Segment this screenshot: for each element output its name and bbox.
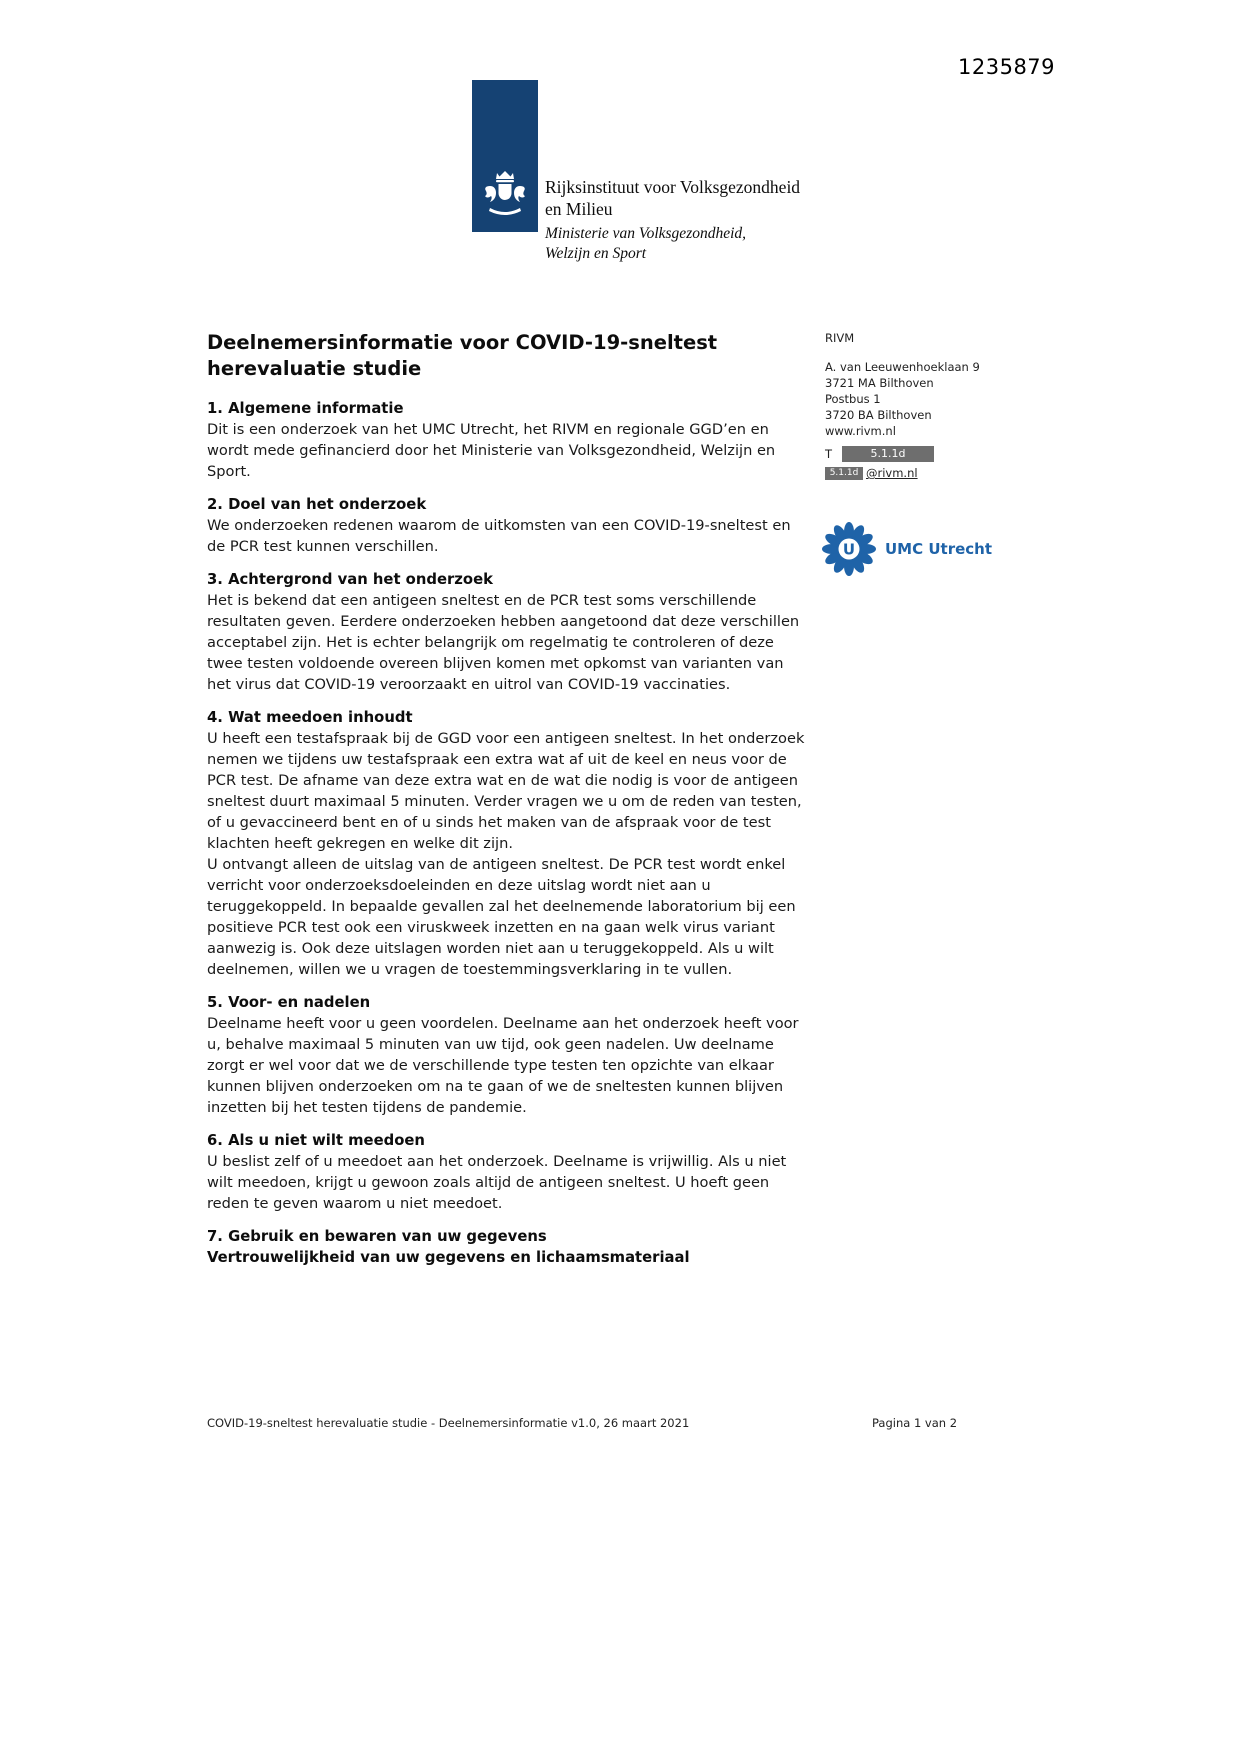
contact-sidebar — [825, 330, 1055, 481]
address-line-2: 3721 MA Bilthoven — [825, 376, 934, 390]
section-heading: 5. Voor- en nadelen — [207, 994, 371, 1011]
document-number: 1235879 — [958, 55, 1056, 79]
section-doel-onderzoek — [207, 494, 811, 557]
section-paragraph: U heeft een testafspraak bij de GGD voor een antigeen sneltest. In het onderzoek nemen we tijdens uw testafspraak een extra wat af uit de keel en neus voor de PCR test. De afname van deze extra wat en de wat die nodig is voor de antigeen sneltest duurt maximaal 5 minuten. Verder vragen we u om de reden van testen, of u gevaccineerd bent en of u sinds het maken van de afspraak voor de test klachten heeft gekregen en welke dit zijn. — [207, 730, 805, 852]
email-link[interactable]: @rivm.nl — [866, 466, 918, 480]
section-heading: 4. Wat meedoen inhoudt — [207, 709, 413, 726]
section-paragraph: We onderzoeken redenen waarom de uitkomsten van een COVID-19-sneltest en de PCR test kunnen verschillen. — [207, 517, 791, 555]
section-paragraph: Het is bekend dat een antigeen sneltest en de PCR test soms verschillende resultaten geven. Eerdere onderzoeken hebben aangetoond dat deze verschillen acceptabel zijn. Het is echter belangrijk om regelmatig te controleren of deze twee testen voldoende overeen blijven komen met opkomst van varianten van het virus dat COVID-19 veroorzaakt en uitrol van COVID-19 vaccinaties. — [207, 592, 800, 693]
section-voor-en-nadelen — [207, 992, 811, 1118]
section-heading: 6. Als u niet wilt meedoen — [207, 1132, 425, 1149]
section-algemene-informatie — [207, 398, 811, 482]
section-achtergrond-onderzoek — [207, 569, 811, 695]
section-heading: 1. Algemene informatie — [207, 400, 404, 417]
section-heading: 3. Achtergrond van het onderzoek — [207, 571, 493, 588]
sidebar-website: www.rivm.nl — [825, 424, 896, 438]
address-line-3: Postbus 1 — [825, 392, 881, 406]
svg-text:U: U — [842, 540, 856, 559]
sidebar-email-row — [825, 465, 1055, 481]
page-title — [207, 330, 811, 382]
page-title-line1: Deelnemersinformatie voor COVID-19-sneltest — [207, 331, 718, 354]
section-niet-wilt-meedoen — [207, 1130, 811, 1214]
section-subheading: Vertrouwelijkheid van uw gegevens en lichaamsmateriaal — [207, 1249, 690, 1266]
footer-page-number: Pagina 1 van 2 — [872, 1416, 958, 1430]
section-gebruik-bewaren-gegevens — [207, 1226, 811, 1268]
section-paragraph: Dit is een onderzoek van het UMC Utrecht, het RIVM en regionale GGD’en en wordt mede gefinancierd door het Ministerie van Volksgezondheid, Welzijn en Sport. — [207, 421, 776, 480]
section-paragraph: Deelname heeft voor u geen voordelen. Deelname aan het onderzoek heeft voor u, behalve maximaal 5 minuten van uw tijd, ook geen nadelen. Uw deelname zorgt er wel voor dat we de verschillende type testen ten opzichte van elkaar kunnen blijven onderzoeken om na te gaan of we de sneltesten kunnen blijven inzetten bij het testen tijdens de pandemie. — [207, 1015, 799, 1116]
org-name-line2: en Milieu — [545, 199, 613, 219]
phone-redaction-box: 5.1.1d — [842, 446, 934, 462]
ministry-line2: Welzijn en Sport — [545, 245, 647, 262]
section-wat-meedoen-inhoudt — [207, 707, 811, 980]
section-paragraph: U ontvangt alleen de uitslag van de antigeen sneltest. De PCR test wordt enkel verricht voor onderzoeksdoeleinden en deze uitslag wordt niet aan u teruggekoppeld. In bepaalde gevallen zal het deelnemende laboratorium bij een positieve PCR test ook een viruskweek inzetten en na gaan welk virus variant aanwezig is. Ook deze uitslagen worden niet aan u teruggekoppeld. Als u wilt deelnemen, willen we u vragen de toestemmingsverklaring in te vullen. — [207, 856, 796, 978]
address-line-4: 3720 BA Bilthoven — [825, 408, 932, 422]
address-line-1: A. van Leeuwenhoeklaan 9 — [825, 360, 980, 374]
main-content — [207, 330, 811, 1268]
sidebar-phone-row — [825, 446, 1055, 462]
rijksoverheid-logo-text — [545, 176, 800, 264]
umc-utrecht-logo — [822, 522, 992, 576]
footer-document-info: COVID-19-sneltest herevaluatie studie - Deelnemersinformatie v1.0, 26 maart 2021 — [207, 1416, 690, 1430]
umc-utrecht-wordmark: UMC Utrecht — [885, 540, 992, 558]
section-paragraph: U beslist zelf of u meedoet aan het onderzoek. Deelname is vrijwillig. Als u niet wilt meedoen, krijgt u gewoon zoals altijd de antigeen sneltest. U hoeft geen reden te geven waarom u niet meedoet. — [207, 1153, 787, 1212]
rijksoverheid-crest-icon — [484, 169, 526, 219]
ministry-line1: Ministerie van Volksgezondheid, — [545, 225, 747, 242]
umc-logo-icon — [822, 522, 876, 576]
rijksoverheid-logo-bar — [472, 80, 538, 232]
section-heading: 2. Doel van het onderzoek — [207, 496, 427, 513]
page-title-line2: herevaluatie studie — [207, 357, 422, 380]
section-heading: 7. Gebruik en bewaren van uw gegevens — [207, 1228, 547, 1245]
org-name-line1: Rijksinstituut voor Volksgezondheid — [545, 177, 801, 197]
email-redaction-box: 5.1.1d — [825, 467, 863, 480]
sidebar-org-name: RIVM — [825, 331, 855, 345]
phone-label: T — [825, 447, 833, 461]
